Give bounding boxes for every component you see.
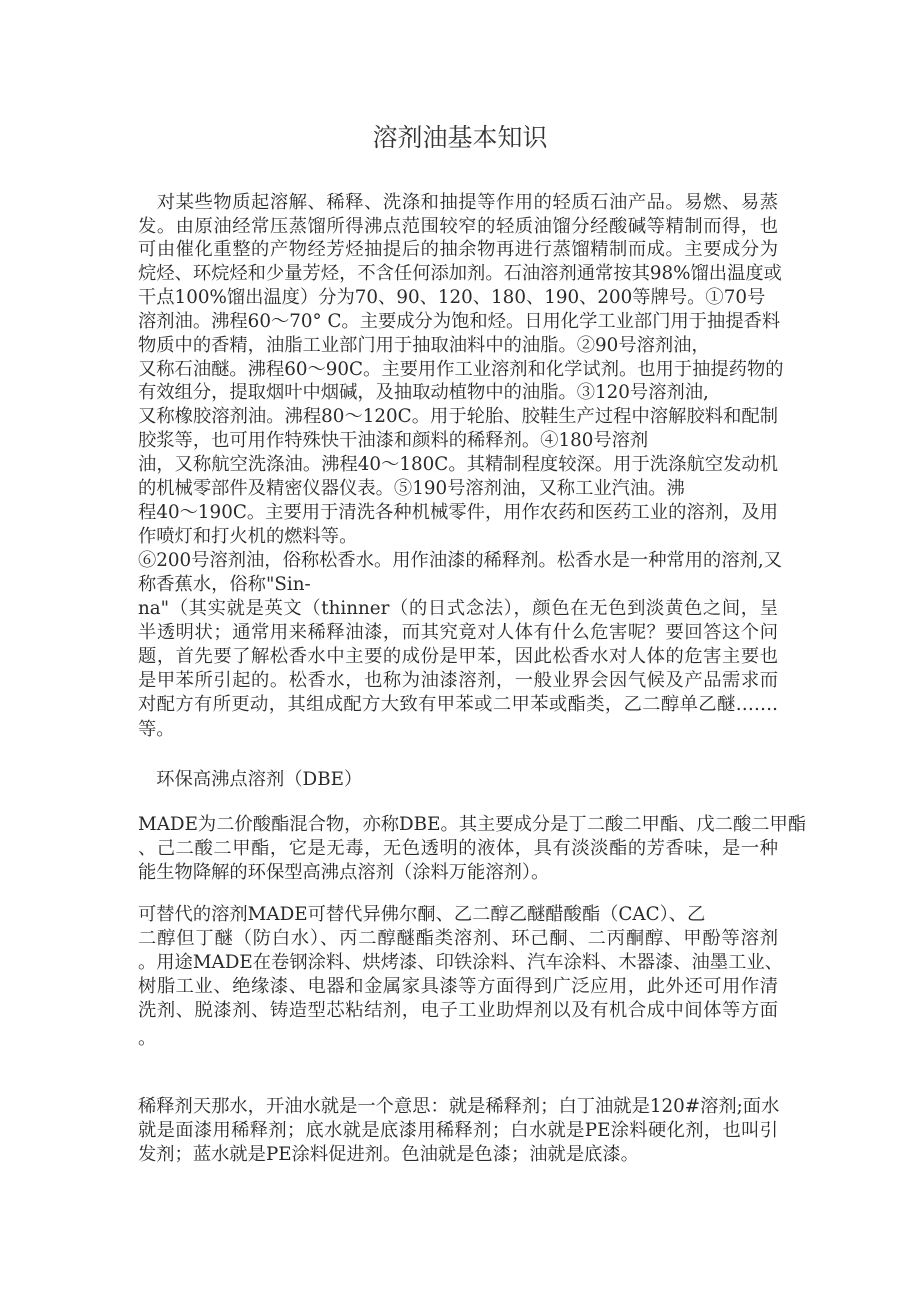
paragraph-1-line: 油，又称航空洗涤油。沸程40～180C。其精制程度较深。用于洗涤航空发动机 (138, 454, 778, 475)
paragraph-1-line: 物质中的香精，油脂工业部门用于抽取油料中的油脂。②90号溶剂油， (138, 335, 710, 356)
paragraph-1-line: 对配方有所更动，其组成配方大致有甲苯或二甲苯或酯类，乙二醇单乙醚……. (138, 694, 778, 715)
paragraph-4-line: 洗剂、脱漆剂、铸造型芯粘结剂，电子工业助焊剂以及有机合成中间体等方面 (138, 1000, 778, 1021)
paragraph-4-line: 。 (138, 1028, 157, 1049)
paragraph-1-line: 溶剂油。沸程60～70° C。主要成分为饱和烃。日用化学工业部门用于抽提香料 (138, 311, 781, 332)
paragraph-1-line: 题，首先要了解松香水中主要的成份是甲苯，因此松香水对人体的危害主要也 (138, 646, 778, 667)
document-title: 溶剂油基本知识 (372, 123, 548, 152)
paragraph-1-line: 胶浆等，也可用作特殊快干油漆和颜料的稀释剂。④180号溶剂 (138, 430, 649, 451)
paragraph-1-line: 称香蕉水，俗称"Sin- (138, 574, 311, 595)
paragraph-1-line: 作喷灯和打火机的燃料等。 (138, 526, 358, 547)
paragraph-1-line: 对某些物质起溶解、稀释、洗涤和抽提等作用的轻质石油产品。易燃、易蒸 (138, 192, 778, 213)
paragraph-1-line: 半透明状；通常用来稀释油漆，而其究竟对人体有什么危害呢？要回答这个问 (138, 622, 778, 643)
paragraph-4-line: 。用途MADE在卷钢涂料、烘烤漆、印铁涂料、汽车涂料、木器漆、油墨工业、 (138, 952, 783, 973)
paragraph-3-line: 能生物降解的环保型高沸点溶剂（涂料万能溶剂）。 (138, 862, 550, 883)
paragraph-5-line: 发剂；蓝水就是PE涂料促进剂。色油就是色漆；油就是底漆。 (138, 1144, 639, 1165)
paragraph-4-line: 二醇但丁醚（防白水）、丙二醇醚酯类溶剂、环己酮、二丙酮醇、甲酚等溶剂 (138, 928, 778, 949)
paragraph-1-line: 是甲苯所引起的。松香水，也称为油漆溶剂，一般业界会因气候及产品需求而 (138, 670, 778, 691)
paragraph-1-line: na"（其实就是英文（thinner（的日式念法），颜色在无色到淡黄色之间，呈 (138, 598, 778, 619)
paragraph-1-line: 烷烃、环烷烃和少量芳烃，不含任何添加剂。石油溶剂通常按其98%馏出温度或 (138, 263, 782, 284)
paragraph-1-line: 等。 (138, 719, 175, 740)
paragraph-3-line: 、己二酸二甲酯，它是无毒，无色透明的液体，具有淡淡酯的芳香味，是一种 (138, 838, 778, 859)
paragraph-1-line: 可由催化重整的产物经芳烃抽提后的抽余物再进行蒸馏精制而成。主要成分为 (138, 239, 778, 260)
paragraph-1-line: 又称橡胶溶剂油。沸程80～120C。用于轮胎、胶鞋生产过程中溶解胶料和配制 (138, 406, 778, 427)
paragraph-1-line: 的机械零部件及精密仪器仪表。⑤190号溶剂油，又称工业汽油。沸 (138, 478, 685, 499)
paragraph-1-line: 又称石油醚。沸程60～90C。主要用作工业溶剂和化学试剂。也用于抽提药物的 (138, 359, 784, 380)
paragraph-4-line: 树脂工业、绝缘漆、电器和金属家具漆等方面得到广泛应用，此外还可用作清 (138, 976, 778, 997)
paragraph-1-line: 干点100%馏出温度）分为70、90、120、180、190、200等牌号。①70号 (138, 287, 766, 308)
paragraph-1-line: 程40～190C。主要用于清洗各种机械零件，用作农药和医药工业的溶剂，及用 (138, 502, 778, 523)
paragraph-3-line: MADE为二价酸酯混合物，亦称DBE。其主要成分是丁二酸二甲酯、戊二酸二甲酯 (138, 814, 807, 835)
paragraph-4-line: 可替代的溶剂MADE可替代异佛尔酮、乙二醇乙醚醋酸酯（CAC）、乙 (138, 904, 706, 925)
paragraph-2-line: 环保高沸点溶剂（DBE） (138, 769, 363, 790)
paragraph-1-line: 发。由原油经常压蒸馏所得沸点范围较窄的轻质油馏分经酸碱等精制而得，也 (138, 216, 778, 237)
paragraph-5-line: 就是面漆用稀释剂；底水就是底漆用稀释剂；白水就是PE涂料硬化剂，也叫引 (138, 1120, 778, 1141)
paragraph-1-line: 有效组分，提取烟叶中烟碱，及抽取动植物中的油脂。③120号溶剂油, (138, 382, 709, 403)
paragraph-5-line: 稀释剂天那水，开油水就是一个意思：就是稀释剂；白丁油就是120#溶剂;面水 (138, 1096, 780, 1117)
paragraph-1-line: ⑥200号溶剂油，俗称松香水。用作油漆的稀释剂。松香水是一种常用的溶剂,又 (138, 550, 782, 571)
